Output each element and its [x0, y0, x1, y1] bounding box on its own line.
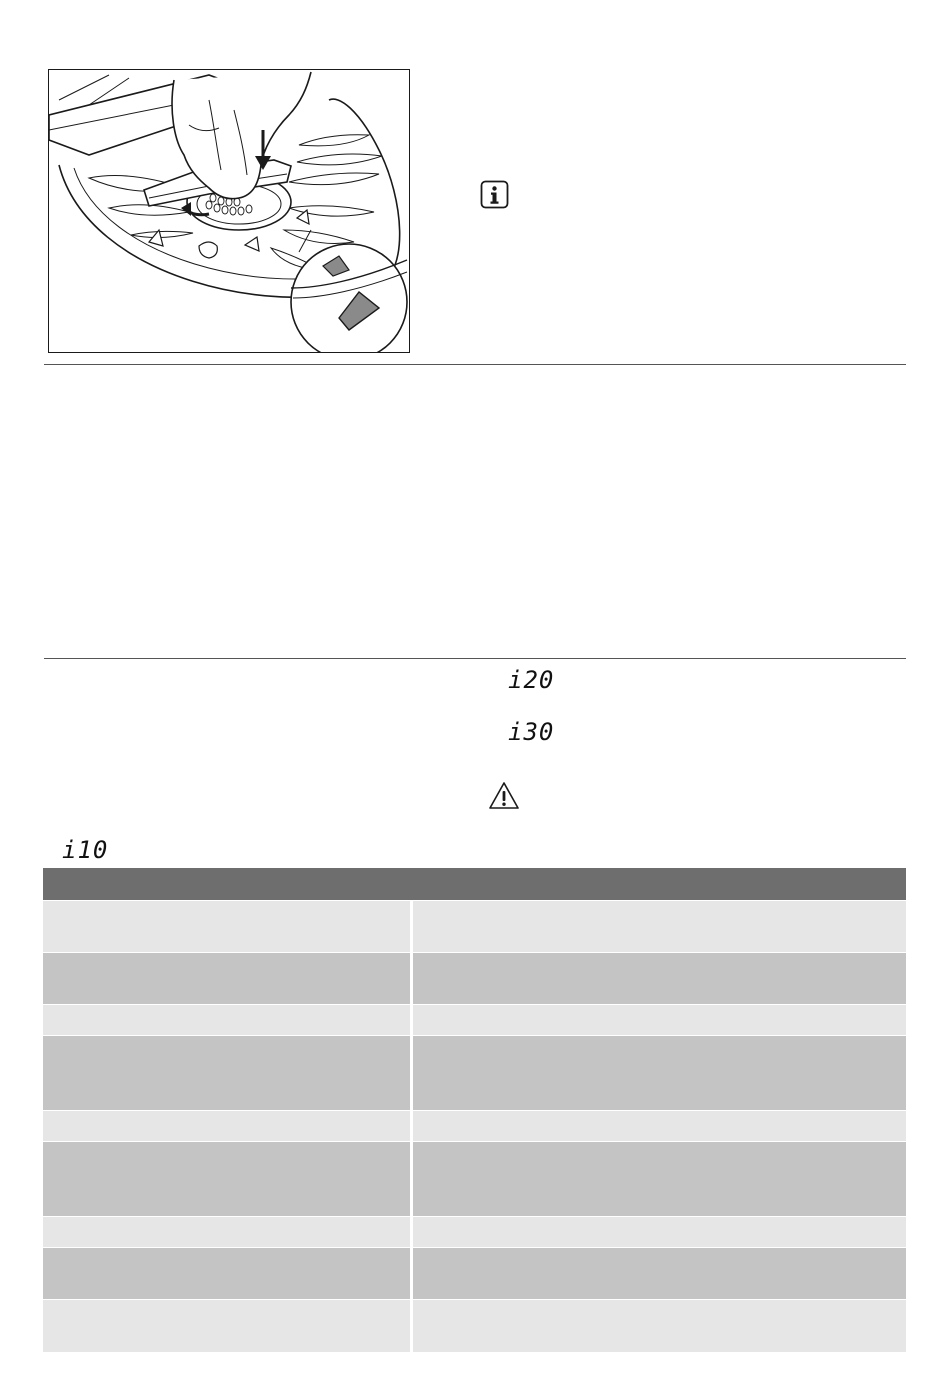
table-cell — [413, 1217, 906, 1247]
table-cell — [43, 1142, 410, 1216]
filter-install-drawing — [49, 70, 409, 352]
table-row — [43, 953, 906, 1004]
table-cell — [413, 1111, 906, 1141]
table-cell — [413, 1005, 906, 1035]
table-cell — [43, 1300, 410, 1352]
error-code-i30-text: i30 — [508, 718, 555, 746]
table-cell — [413, 953, 906, 1004]
warning-triangle-icon — [488, 781, 520, 810]
filter-illustration — [48, 69, 410, 353]
table-cell — [413, 1142, 906, 1216]
table-cell — [43, 953, 410, 1004]
section-divider-middle — [44, 658, 906, 659]
table-header-cell-solution — [413, 868, 906, 900]
table-cell — [43, 1248, 410, 1299]
table-cell — [43, 1005, 410, 1035]
table-cell — [413, 1036, 906, 1110]
error-code-i20-text: i20 — [508, 666, 555, 694]
table-header — [43, 868, 906, 900]
table-row — [43, 1300, 906, 1352]
table-cell — [413, 901, 906, 952]
table-cell — [43, 1111, 410, 1141]
error-code-i10 — [62, 836, 108, 864]
table-cell — [413, 1300, 906, 1352]
table-cell — [43, 1036, 410, 1110]
error-code-i10-text: i10 — [62, 836, 109, 864]
table-row — [43, 1217, 906, 1247]
troubleshooting-table — [43, 868, 906, 1352]
info-icon — [480, 180, 509, 209]
table-row — [43, 1248, 906, 1299]
table-row — [43, 1111, 906, 1141]
error-code-i30 — [508, 718, 554, 746]
table-header-cell-problem — [43, 868, 410, 900]
table-cell — [43, 1217, 410, 1247]
section-divider-top — [44, 364, 906, 365]
table-cell — [43, 901, 410, 952]
table-row — [43, 1005, 906, 1035]
error-code-i20 — [508, 666, 554, 694]
table-cell — [413, 1248, 906, 1299]
table-row — [43, 901, 906, 952]
table-row — [43, 1036, 906, 1110]
table-row — [43, 1142, 906, 1216]
